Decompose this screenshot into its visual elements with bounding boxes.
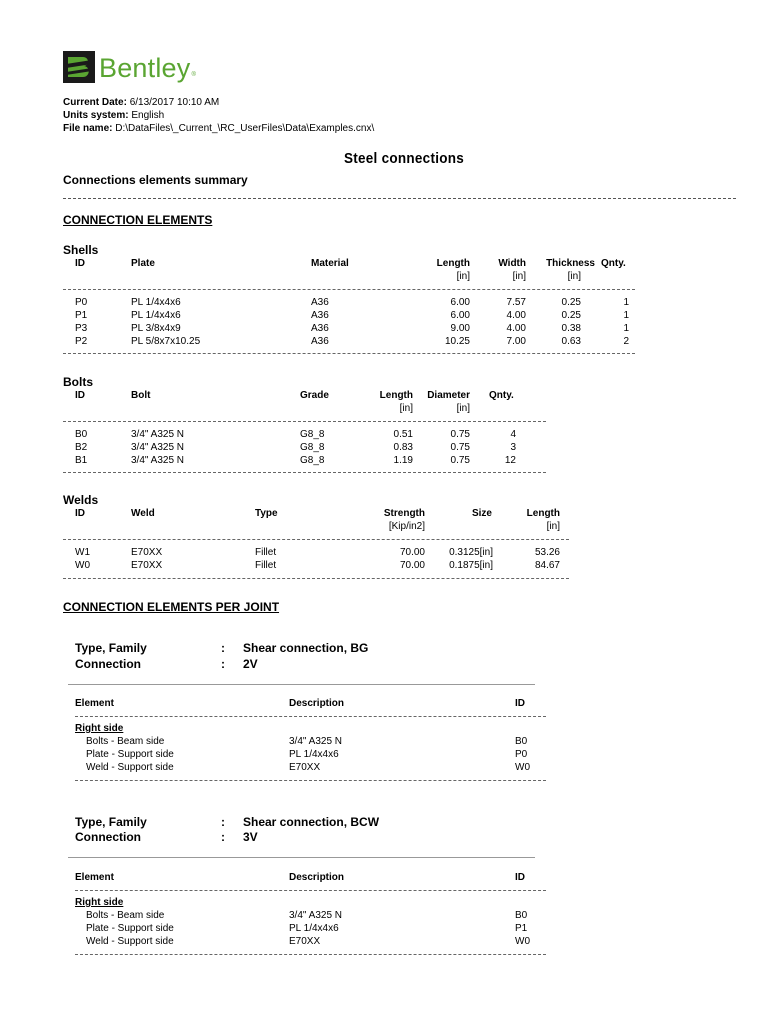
right-side-label: Right side bbox=[75, 723, 124, 734]
unit-length: [in] bbox=[546, 521, 560, 532]
col-header-id: ID bbox=[515, 698, 525, 709]
cell-description: E70XX bbox=[289, 936, 321, 947]
col-header-strength: Strength bbox=[383, 508, 425, 519]
col-header-length: Length bbox=[436, 258, 470, 269]
cell-id: W1 bbox=[75, 547, 90, 558]
cell-diameter: 0.75 bbox=[450, 455, 470, 466]
cell-id: B0 bbox=[515, 736, 528, 747]
cell-grade: G8_8 bbox=[300, 455, 325, 466]
cell-element: Weld - Support side bbox=[86, 936, 174, 947]
cell-id: B0 bbox=[515, 910, 528, 921]
connection-label: Connection bbox=[75, 657, 141, 671]
cell-id: P1 bbox=[515, 923, 528, 934]
cell-id: B0 bbox=[75, 429, 88, 440]
divider bbox=[63, 539, 569, 540]
cell-element: Weld - Support side bbox=[86, 762, 174, 773]
divider bbox=[75, 716, 546, 717]
type-family-value: Shear connection, BCW bbox=[243, 815, 380, 829]
divider bbox=[63, 289, 635, 290]
cell-strength: 70.00 bbox=[399, 560, 425, 571]
cell-length: 53.26 bbox=[534, 547, 560, 558]
cell-thickness: 0.25 bbox=[561, 297, 581, 308]
divider bbox=[63, 198, 736, 199]
col-header-bolt: Bolt bbox=[131, 390, 151, 401]
section-elements-per-joint: CONNECTION ELEMENTS PER JOINT bbox=[63, 600, 280, 614]
col-header-id: ID bbox=[515, 872, 525, 883]
divider bbox=[75, 954, 546, 955]
units-label: Units system: bbox=[63, 110, 129, 121]
file-value: D:\DataFiles\_Current_\RC_UserFiles\Data\Examples.cnx\ bbox=[115, 123, 375, 134]
col-header-id: ID bbox=[75, 390, 85, 401]
bolts-title: Bolts bbox=[63, 375, 93, 389]
col-header-size: Size bbox=[471, 508, 492, 519]
col-header-diameter: Diameter bbox=[427, 390, 470, 401]
cell-thickness: 0.25 bbox=[561, 310, 581, 321]
cell-description: 3/4" A325 N bbox=[289, 736, 343, 747]
cell-id: P2 bbox=[75, 336, 88, 347]
connection-value: 2V bbox=[243, 657, 258, 671]
cell-bolt: 3/4" A325 N bbox=[131, 455, 185, 466]
units-value: English bbox=[131, 110, 165, 121]
document-title: Steel connections bbox=[343, 150, 465, 167]
col-header-plate: Plate bbox=[131, 258, 155, 269]
right-side-label: Right side bbox=[75, 897, 124, 908]
cell-id: P1 bbox=[75, 310, 88, 321]
connection-label: Connection bbox=[75, 830, 141, 844]
col-header-material: Material bbox=[311, 258, 349, 269]
shells-title: Shells bbox=[63, 243, 99, 257]
cell-weld: E70XX bbox=[131, 560, 163, 571]
cell-plate: PL 1/4x4x6 bbox=[131, 297, 181, 308]
cell-qnty: 1 bbox=[623, 297, 629, 308]
cell-length: 9.00 bbox=[450, 323, 470, 334]
col-header-id: ID bbox=[75, 258, 85, 269]
cell-grade: G8_8 bbox=[300, 429, 325, 440]
cell-length: 0.51 bbox=[393, 429, 413, 440]
cell-material: A36 bbox=[311, 310, 329, 321]
col-header-element: Element bbox=[75, 698, 114, 709]
cell-thickness: 0.38 bbox=[561, 323, 581, 334]
welds-title: Welds bbox=[63, 493, 99, 507]
col-header-id: ID bbox=[75, 508, 85, 519]
colon: : bbox=[221, 657, 225, 671]
cell-width: 7.57 bbox=[506, 297, 526, 308]
type-family-value: Shear connection, BG bbox=[243, 641, 369, 655]
divider bbox=[75, 890, 546, 891]
cell-plate: PL 5/8x7x10.25 bbox=[131, 336, 201, 347]
file-label: File name: bbox=[63, 123, 113, 134]
unit-strength: [Kip/in2] bbox=[388, 521, 425, 532]
cell-qnty: 1 bbox=[623, 323, 629, 334]
cell-length: 1.19 bbox=[393, 455, 413, 466]
cell-id: P3 bbox=[75, 323, 88, 334]
cell-qnty: 12 bbox=[504, 455, 516, 466]
cell-plate: PL 3/8x4x9 bbox=[131, 323, 181, 334]
col-header-type: Type bbox=[255, 508, 278, 519]
unit-width: [in] bbox=[512, 271, 526, 282]
cell-thickness: 0.63 bbox=[561, 336, 581, 347]
bentley-b-icon bbox=[63, 51, 95, 83]
cell-qnty: 4 bbox=[510, 429, 516, 440]
cell-plate: PL 1/4x4x6 bbox=[131, 310, 181, 321]
cell-element: Bolts - Beam side bbox=[86, 910, 165, 921]
cell-qnty: 3 bbox=[510, 442, 516, 453]
cell-element: Plate - Support side bbox=[86, 923, 174, 934]
document-subtitle: Connections elements summary bbox=[63, 173, 248, 187]
cell-id: W0 bbox=[75, 560, 90, 571]
divider bbox=[63, 472, 546, 473]
unit-thickness: [in] bbox=[567, 271, 581, 282]
cell-length: 0.83 bbox=[393, 442, 413, 453]
cell-bolt: 3/4" A325 N bbox=[131, 442, 185, 453]
type-family-label: Type, Family bbox=[75, 815, 147, 829]
cell-weld: E70XX bbox=[131, 547, 163, 558]
colon: : bbox=[221, 641, 225, 655]
cell-id: P0 bbox=[75, 297, 88, 308]
col-header-element: Element bbox=[75, 872, 114, 883]
cell-qnty: 2 bbox=[623, 336, 629, 347]
cell-id: W0 bbox=[515, 936, 530, 947]
col-header-qnty: Qnty. bbox=[489, 390, 514, 401]
cell-length: 6.00 bbox=[450, 310, 470, 321]
cell-description: 3/4" A325 N bbox=[289, 910, 343, 921]
meta-units-system bbox=[63, 109, 164, 122]
col-header-weld: Weld bbox=[131, 508, 155, 519]
cell-size: 0.3125[in] bbox=[449, 547, 493, 558]
divider bbox=[75, 780, 546, 781]
cell-strength: 70.00 bbox=[399, 547, 425, 558]
cell-id: B2 bbox=[75, 442, 88, 453]
col-header-description: Description bbox=[289, 698, 345, 709]
cell-description: E70XX bbox=[289, 762, 321, 773]
col-header-grade: Grade bbox=[300, 390, 329, 401]
unit-length: [in] bbox=[399, 403, 413, 414]
colon: : bbox=[221, 830, 225, 844]
cell-id: B1 bbox=[75, 455, 88, 466]
date-label: Current Date: bbox=[63, 97, 127, 108]
meta-file-name bbox=[63, 122, 374, 135]
unit-diameter: [in] bbox=[456, 403, 470, 414]
divider bbox=[63, 421, 546, 422]
cell-description: PL 1/4x4x6 bbox=[289, 923, 339, 934]
cell-element: Plate - Support side bbox=[86, 749, 174, 760]
cell-type: Fillet bbox=[255, 547, 277, 558]
divider bbox=[63, 353, 635, 354]
col-header-width: Width bbox=[498, 258, 526, 269]
cell-id: P0 bbox=[515, 749, 528, 760]
cell-material: A36 bbox=[311, 336, 329, 347]
col-header-length: Length bbox=[379, 390, 413, 401]
cell-grade: G8_8 bbox=[300, 442, 325, 453]
cell-size: 0.1875[in] bbox=[449, 560, 493, 571]
col-header-description: Description bbox=[289, 872, 345, 883]
cell-material: A36 bbox=[311, 297, 329, 308]
cell-diameter: 0.75 bbox=[450, 429, 470, 440]
cell-width: 4.00 bbox=[506, 310, 526, 321]
divider bbox=[63, 578, 569, 579]
cell-id: W0 bbox=[515, 762, 530, 773]
colon: : bbox=[221, 815, 225, 829]
divider bbox=[68, 857, 535, 858]
col-header-qnty: Qnty. bbox=[601, 258, 626, 269]
meta-current-date bbox=[63, 96, 219, 109]
registered-mark: ® bbox=[191, 72, 196, 78]
cell-length: 84.67 bbox=[534, 560, 560, 571]
date-value: 6/13/2017 10:10 AM bbox=[129, 97, 220, 108]
divider bbox=[68, 684, 535, 685]
col-header-length: Length bbox=[526, 508, 560, 519]
logo-wordmark: Bentley bbox=[99, 52, 191, 83]
cell-type: Fillet bbox=[255, 560, 277, 571]
cell-bolt: 3/4" A325 N bbox=[131, 429, 185, 440]
cell-width: 7.00 bbox=[506, 336, 526, 347]
connection-value: 3V bbox=[243, 830, 258, 844]
type-family-label: Type, Family bbox=[75, 641, 147, 655]
cell-description: PL 1/4x4x6 bbox=[289, 749, 339, 760]
cell-length: 10.25 bbox=[444, 336, 470, 347]
cell-diameter: 0.75 bbox=[450, 442, 470, 453]
col-header-thickness: Thickness bbox=[546, 258, 595, 269]
cell-width: 4.00 bbox=[506, 323, 526, 334]
cell-material: A36 bbox=[311, 323, 329, 334]
unit-length: [in] bbox=[456, 271, 470, 282]
bentley-logo bbox=[63, 50, 196, 84]
cell-qnty: 1 bbox=[623, 310, 629, 321]
section-connection-elements: CONNECTION ELEMENTS bbox=[63, 213, 213, 227]
cell-element: Bolts - Beam side bbox=[86, 736, 165, 747]
cell-length: 6.00 bbox=[450, 297, 470, 308]
